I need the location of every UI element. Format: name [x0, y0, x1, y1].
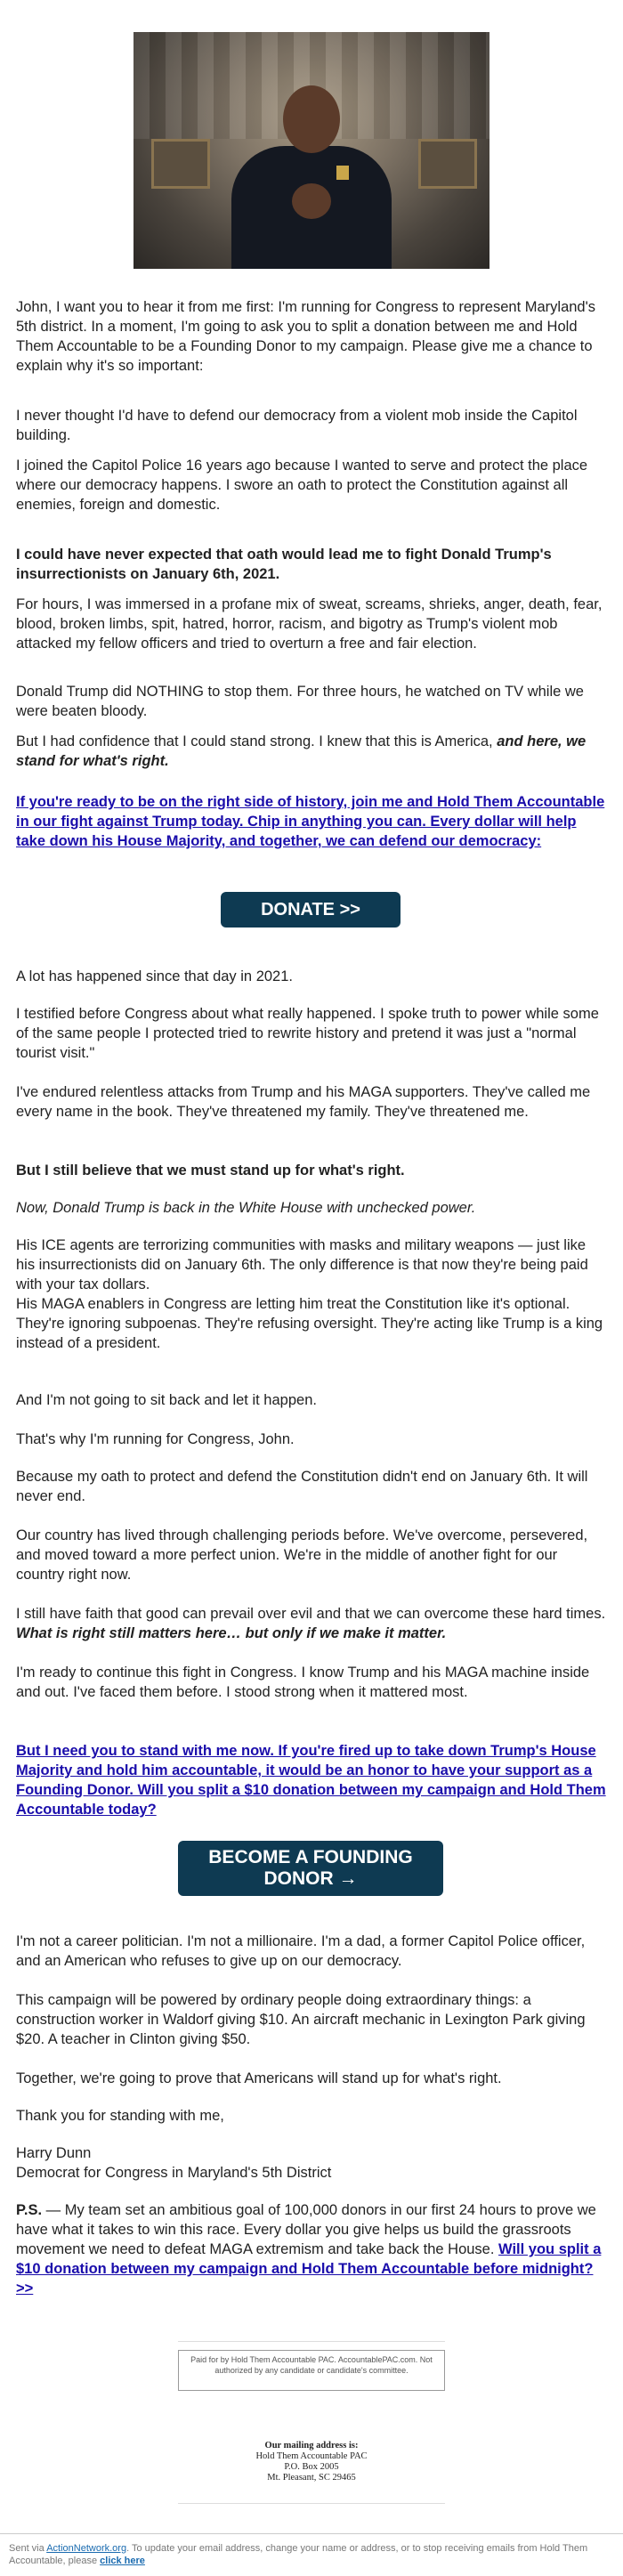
paragraph: I'm not a career politician. I'm not a millionaire. I'm a dad, a former Capitol Police officer, and an American who refuses to give up on our democracy.: [16, 1933, 586, 1969]
emphasis-text: What is right still matters here… but only if we make it matter.: [16, 1625, 447, 1641]
paragraph: Because my oath to protect and defend the Constitution didn't end on January 6th. It will never end.: [16, 1469, 588, 1504]
paragraph: Thank you for standing with me,: [16, 2108, 224, 2124]
paragraph: That's why I'm running for Congress, John.: [16, 1431, 295, 1447]
divider: [178, 2503, 445, 2504]
italic-paragraph: Now, Donald Trump is back in the White House with unchecked power.: [16, 1200, 476, 1216]
paragraph: But I had confidence that I could stand strong. I knew that this is America, and here, we stand for what's right.: [16, 733, 587, 769]
paragraph: I'm ready to continue this fight in Congress. I know Trump and his MAGA machine inside and out. I've faced them before. I stood strong when it mattered most.: [16, 1665, 590, 1700]
divider: [178, 2341, 445, 2342]
founding-donor-text-link[interactable]: But I need you to stand with me now. If you're fired up to take down Trump's House Majority and hold him accountable, it would be an honor to have your support as a Founding Donor. Will you split a $10 donation between my campaign and Hold Them Accountable today?: [16, 1743, 606, 1818]
signature-name: Harry Dunn: [16, 2145, 92, 2161]
founding-link-paragraph: [16, 1741, 607, 1819]
unsubscribe-link[interactable]: click here: [100, 2556, 145, 2566]
paragraph: This campaign will be powered by ordinary people doing extraordinary things: a construction worker in Waldorf giving $10. An aircraft mechanic in Lexington Park giving $20. A teacher in Clinton giving $50.: [16, 1992, 586, 2047]
paragraph: Our country has lived through challenging periods before. We've overcome, persevered, and moved toward a more perfect union. We're in the middle of another fight for our country right now.: [16, 1527, 588, 1583]
founding-donor-button[interactable]: BECOME A FOUNDING DONOR →: [178, 1841, 443, 1896]
paragraph: His MAGA enablers in Congress are letting him treat the Constitution like it's optional. They're ignoring subpoenas. They're refusing oversight. They're acting like Trump is a king instead of a president.: [16, 1296, 603, 1351]
ps-paragraph: P.S. — My team set an ambitious goal of 100,000 donors in our first 24 hours to prove we have what it takes to win this race. Every dollar you give helps us build the grassroots movement we need to defeat MAGA extremism and take back the House. Will you split a $10 donation between my campaign and Hold Them Accountable before midnight? >>: [16, 2202, 602, 2297]
hero-photo: [134, 32, 490, 269]
paragraph: And I'm not going to sit back and let it happen.: [16, 1392, 317, 1408]
ps-donate-link[interactable]: Will you split a $10 donation between my campaign and Hold Them Accountable before midnight? >>: [16, 2241, 602, 2297]
intro-paragraph: John, I want you to hear it from me first: I'm running for Congress to represent Maryland's 5th district. In a moment, I'm going to ask you to split a donation between me and Hold Them Accountable to be a Founding Donor to my campaign. Please give me a chance to explain why it's so important:: [16, 299, 595, 374]
paragraph: Together, we're going to prove that Americans will stand up for what's right.: [16, 2070, 502, 2086]
mailing-address: Our mailing address is: Hold Them Accountable PAC P.O. Box 2005 Mt. Pleasant, SC 29465: [255, 2441, 368, 2483]
donate-text-link[interactable]: If you're ready to be on the right side of history, join me and Hold Them Accountable in our fight against Trump today. Chip in anything you can. Every dollar will help take down his House Majority, and together, we can defend our democracy:: [16, 794, 605, 849]
signature-title: Democrat for Congress in Maryland's 5th District: [16, 2165, 332, 2181]
paid-for-disclaimer: Paid for by Hold Them Accountable PAC. AccountablePAC.com. Not authorized by any candidate or candidate's committee.: [178, 2350, 445, 2391]
paragraph: I still have faith that good can prevail over evil and that we can overcome these hard times. What is right still matters here… but only if we make it matter.: [16, 1606, 606, 1641]
email-footer: Sent via ActionNetwork.org. To update your email address, change your name or address, or to stop receiving emails from Hold Them Accountable, please click here: [9, 2543, 588, 2566]
paragraph: I joined the Capitol Police 16 years ago because I wanted to serve and protect the place where our democracy happens. I swore an oath to protect the Constitution against all enemies, foreign and domestic.: [16, 458, 588, 513]
ps-label: P.S.: [16, 2202, 43, 2218]
paragraph: His ICE agents are terrorizing communities with masks and military weapons — just like his insurrectionists did on January 6th. The only difference is that now they're being paid with your tax dollars.: [16, 1237, 588, 1292]
paragraph: For hours, I was immersed in a profane mix of sweat, screams, shrieks, anger, death, fear, blood, broken limbs, spit, hatred, horror, racism, and bigotry as Trump's violent mob attacked my fellow officers and tried to overturn a free and fair election.: [16, 596, 603, 652]
paragraph: I testified before Congress about what really happened. I spoke truth to power while some of the same people I protected tried to rewrite history and pretend it was just a "normal tourist visit.": [16, 1006, 599, 1061]
paragraph: I've endured relentless attacks from Trump and his MAGA supporters. They've called me every name in the book. They've threatened my family. They've threatened me.: [16, 1084, 591, 1120]
donate-button[interactable]: DONATE >>: [221, 892, 400, 928]
paragraph: I never thought I'd have to defend our democracy from a violent mob inside the Capitol building.: [16, 408, 578, 443]
paragraph: Donald Trump did NOTHING to stop them. For three hours, he watched on TV while we were beaten bloody.: [16, 684, 584, 719]
actionnetwork-link[interactable]: ActionNetwork.org: [46, 2543, 127, 2554]
emphasis-text: and here, we stand for what's right.: [16, 733, 587, 769]
bold-paragraph: I could have never expected that oath would lead me to fight Donald Trump's insurrectionists on January 6th, 2021.: [16, 547, 552, 582]
donation-link-paragraph: [16, 792, 607, 851]
footer-divider: [0, 2533, 623, 2534]
bold-paragraph: But I still believe that we must stand up for what's right.: [16, 1162, 405, 1179]
paragraph: A lot has happened since that day in 2021.: [16, 968, 293, 984]
